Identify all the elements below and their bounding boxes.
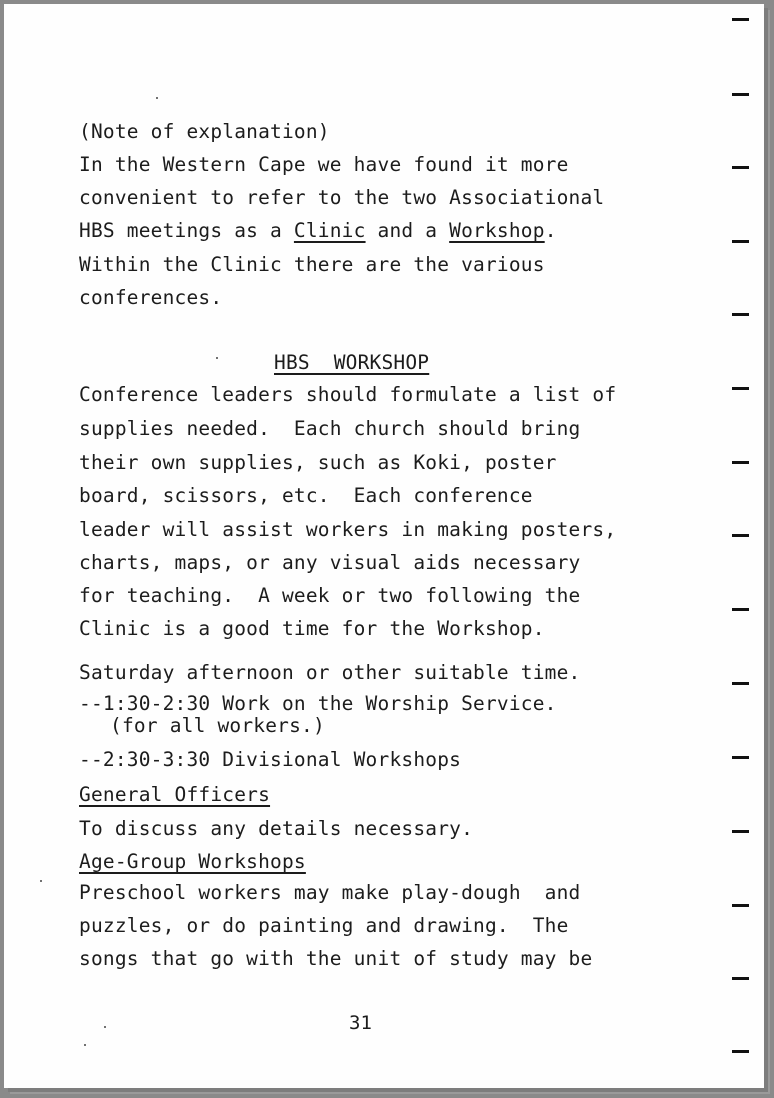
workshop-term: Workshop bbox=[449, 219, 545, 242]
paragraph-line: charts, maps, or any visual aids necessary bbox=[79, 551, 581, 574]
schedule-intro: Saturday afternoon or other suitable time. bbox=[79, 661, 581, 684]
paragraph-line: leader will assist workers in making posters, bbox=[79, 518, 617, 541]
binding-mark bbox=[732, 240, 749, 243]
binding-mark bbox=[732, 904, 749, 907]
age-group-line: Preschool workers may make play-dough and bbox=[79, 881, 581, 904]
note-line-3 bbox=[79, 219, 557, 243]
note-line: conferences. bbox=[79, 286, 223, 309]
paragraph-line: Clinic is a good time for the Workshop. bbox=[79, 617, 545, 640]
note-text: . bbox=[544, 219, 557, 242]
binding-mark bbox=[732, 756, 749, 759]
note-line: convenient to refer to the two Associational bbox=[79, 186, 605, 209]
note-line: In the Western Cape we have found it more bbox=[79, 153, 569, 176]
clinic-term: Clinic bbox=[293, 219, 366, 242]
paragraph-line: supplies needed. Each church should bring bbox=[79, 417, 581, 440]
binding-mark bbox=[732, 534, 749, 537]
age-group-line: puzzles, or do painting and drawing. The bbox=[79, 914, 569, 937]
general-officers-text: To discuss any details necessary. bbox=[79, 817, 474, 840]
scan-speck bbox=[216, 357, 218, 359]
schedule-slot-1-note: (for all workers.) bbox=[110, 714, 325, 737]
page-number: 31 bbox=[349, 1012, 372, 1034]
binding-mark bbox=[732, 313, 749, 316]
paragraph-line: their own supplies, such as Koki, poster bbox=[79, 451, 557, 474]
note-heading: (Note of explanation) bbox=[79, 120, 330, 143]
binding-mark bbox=[732, 166, 749, 169]
binding-mark bbox=[732, 682, 749, 685]
binding-mark bbox=[732, 977, 749, 980]
note-text: and a bbox=[365, 219, 450, 242]
document-page bbox=[4, 4, 764, 1088]
note-text: HBS meetings as a bbox=[79, 219, 294, 242]
binding-mark bbox=[732, 18, 749, 21]
age-group-heading: Age-Group Workshops bbox=[79, 850, 306, 873]
section-title: HBS WORKSHOP bbox=[274, 351, 430, 374]
scan-speck bbox=[84, 1044, 86, 1046]
paragraph-line: board, scissors, etc. Each conference bbox=[79, 484, 533, 507]
binding-mark bbox=[732, 1050, 749, 1053]
binding-mark bbox=[732, 461, 749, 464]
paragraph-line: for teaching. A week or two following the bbox=[79, 584, 581, 607]
age-group-line: songs that go with the unit of study may be bbox=[79, 947, 593, 970]
general-officers-heading: General Officers bbox=[79, 783, 271, 806]
scan-speck bbox=[40, 880, 42, 882]
binding-mark bbox=[732, 387, 749, 390]
scan-speck bbox=[104, 1026, 106, 1028]
note-line: Within the Clinic there are the various bbox=[79, 253, 545, 276]
schedule-slot-1: --1:30-2:30 Work on the Worship Service. bbox=[79, 692, 557, 715]
scan-speck bbox=[156, 97, 158, 99]
schedule-slot-2: --2:30-3:30 Divisional Workshops bbox=[79, 748, 462, 771]
paragraph-line: Conference leaders should formulate a list of bbox=[79, 383, 617, 406]
binding-mark bbox=[732, 93, 749, 96]
binding-mark bbox=[732, 608, 749, 611]
binding-mark bbox=[732, 830, 749, 833]
